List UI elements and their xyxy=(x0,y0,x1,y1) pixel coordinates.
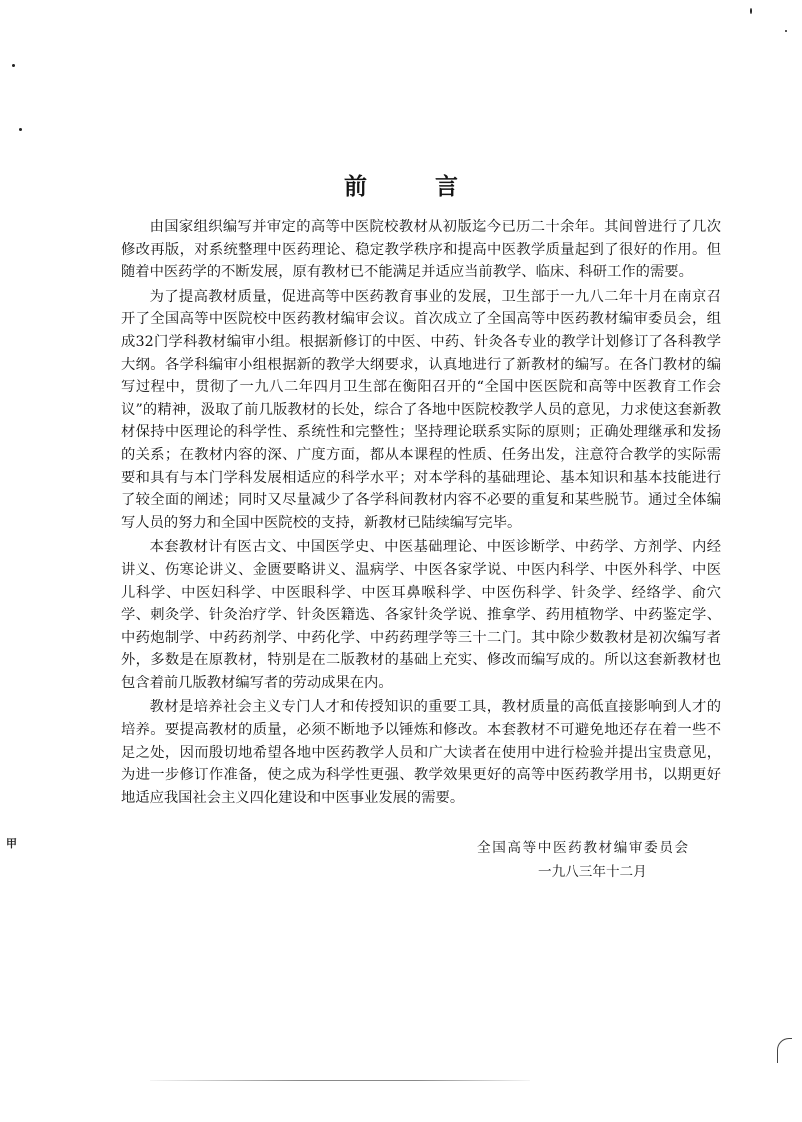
paragraph-1: 由国家组织编写并审定的高等中医院校教材从初版迄今已历二十余年。其间曾进行了几次修改再版，对系统整理中医药理论、稳定教学秩序和提高中医教学质量起到了很好的作用。但随着中医药学的不断发展，原有教材已不能满足并适应当前教学、临床、科研工作的需要。 xyxy=(121,219,721,281)
scan-speck xyxy=(12,64,15,67)
page-title: 前 言 xyxy=(343,173,488,200)
corner-scratch xyxy=(777,1038,792,1063)
paragraph-3: 本套教材计有医古文、中国医学史、中医基础理论、中医诊断学、中药学、方剂学、内经讲义、伤寒论讲义、金匮要略讲义、温病学、中医各家学说、中医内科学、中医外科学、中医儿科学、中医妇科学、中医眼科学、中医耳鼻喉科学、中医伤科学、针灸学、经络学、俞穴学、刺灸学、针灸治疗学、针灸医籍选、各家针灸学说、推拿学、药用植物学、中药鉴定学、中药炮制学、中药药剂学、中药化学、中药药理学等三十二门。其中除少数教材是初次编写者外，多数是在原教材，特别是在二版教材的基础上充实、修改而编写成的。所以这套新教材也包含着前几版教材编写者的劳动成果在内。 xyxy=(121,539,721,691)
scan-speck xyxy=(750,8,752,14)
date-line: 一九八三年十二月 xyxy=(538,864,647,880)
scan-speck xyxy=(785,30,787,32)
bottom-rule xyxy=(150,1080,530,1081)
scan-speck xyxy=(19,128,22,131)
preface-body xyxy=(121,216,721,809)
paragraph-2: 为了提高教材质量，促进高等中医药教育事业的发展，卫生部于一九八二年十月在南京召开了全国高等中医院校中医药教材编审会议。首次成立了全国高等中医药教材编审委员会，组成32门学科教材编审小组。根据新修订的中医、中药、针灸各专业的教学计划修订了各科教学大纲。各学科编审小组根据新的教学大纲要求，认真地进行了新教材的编写。在各门教材的编写过程中，贯彻了一九八二年四月卫生部在衡阳召开的“全国中医医院和高等中医教育工作会议”的精神，汲取了前几版教材的长处，综合了各地中医院校教学人员的意见，力求使这套新教材保持中医理论的科学性、系统性和完整性；坚持理论联系实际的原则；正确处理继承和发扬的关系；在教材内容的深、广度方面，都从本课程的性质、任务出发，注意符合教学的实际需要和具有与本门学科发展相适应的科学水平；对本学科的基础理论、基本知识和基本技能进行了较全面的阐述；同时又尽量减少了各学科间教材内容不必要的重复和某些脱节。通过全体编写人员的努力和全国中医院校的支持，新教材已陆续编写完毕。 xyxy=(121,288,721,531)
paragraph-4: 教材是培养社会主义专门人才和传授知识的重要工具，教材质量的高低直接影响到人才的培养。要提高教材的质量，必须不断地予以锤炼和修改。本套教材不可避免地还存在着一些不足之处，因而殷切地希望各地中医药教学人员和广大读者在使用中进行检验并提出宝贵意见，为进一步修订作准备，使之成为科学性更强、教学效果更好的高等中医药教学用书，以期更好地适应我国社会主义四化建设和中医事业发展的需要。 xyxy=(121,699,721,806)
signature: 全国高等中医药教材编审委员会 xyxy=(477,840,690,856)
margin-mark: 甲 xyxy=(6,837,17,850)
